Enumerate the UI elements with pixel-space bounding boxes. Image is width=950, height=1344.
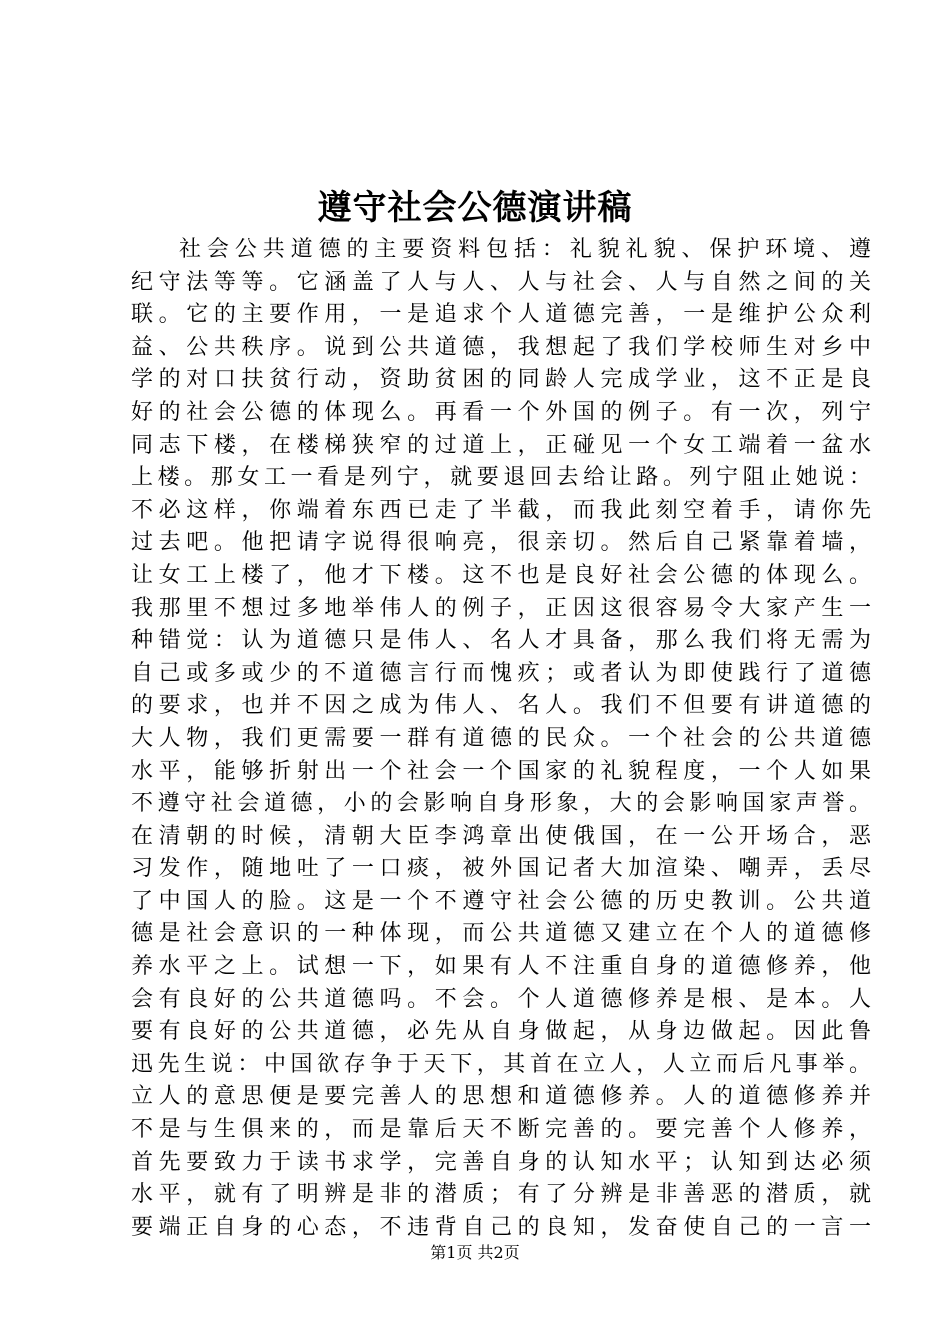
body-line: 在清朝的时候，清朝大臣李鸿章出使俄国，在一公开场合，恶: [131, 823, 871, 849]
document-body: [131, 234, 871, 1244]
body-line: 不必这样，你端着东西已走了半截，而我此刻空着手，请你先: [131, 497, 871, 523]
body-line: 要端正自身的心态，不违背自己的良知，发奋使自己的一言一: [131, 1214, 871, 1240]
body-line: 德是社会意识的一种体现，而公共道德又建立在个人的道德修: [131, 921, 871, 947]
body-line: 水平，就有了明辨是非的潜质；有了分辨是非善恶的潜质，就: [131, 1182, 871, 1208]
body-line: 种错觉：认为道德只是伟人、名人才具备，那么我们将无需为: [131, 628, 871, 654]
document-title: 遵守社会公德演讲稿: [317, 188, 633, 228]
body-line: 会有良好的公共道德吗。不会。个人道德修养是根、是本。人: [131, 986, 871, 1012]
body-line: 联。它的主要作用，一是追求个人道德完善，一是维护公众利: [131, 302, 871, 328]
body-line: 养水平之上。试想一下，如果有人不注重自身的道德修养，他: [131, 954, 871, 980]
body-line: 水平，能够折射出一个社会一个国家的礼貌程度，一个人如果: [131, 758, 871, 784]
body-line: 过去吧。他把请字说得很响亮，很亲切。然后自己紧靠着墙，: [131, 530, 871, 556]
body-line: 益、公共秩序。说到公共道德，我想起了我们学校师生对乡中: [131, 334, 871, 360]
body-line: 首先要致力于读书求学，完善自身的认知水平；认知到达必须: [131, 1149, 871, 1175]
body-line: 要有良好的公共道德，必先从自身做起，从身边做起。因此鲁: [131, 1019, 871, 1045]
body-line: 上楼。那女工一看是列宁，就要退回去给让路。列宁阻止她说：: [131, 465, 871, 491]
body-line: 立人的意思便是要完善人的思想和道德修养。人的道德修养并: [131, 1084, 871, 1110]
body-line: 学的对口扶贫行动，资助贫困的同龄人完成学业，这不正是良: [131, 367, 871, 393]
body-line: 自己或多或少的不道德言行而愧疚；或者认为即使践行了道德: [131, 660, 871, 686]
page-footer: [0, 1241, 950, 1265]
body-line: 大人物，我们更需要一群有道德的民众。一个社会的公共道德: [131, 725, 871, 751]
body-line: 的要求，也并不因之成为伟人、名人。我们不但要有讲道德的: [131, 693, 871, 719]
body-line: 社会公共道德的主要资料包括：礼貌礼貌、保护环境、遵: [179, 237, 871, 262]
body-line: 纪守法等等。它涵盖了人与人、人与社会、人与自然之间的关: [131, 269, 871, 295]
body-line: 迅先生说：中国欲存争于天下，其首在立人，人立而后凡事举。: [131, 1051, 871, 1077]
page-number: 第1页 共2页: [430, 1243, 520, 1262]
body-line: 了中国人的脸。这是一个不遵守社会公德的历史教训。公共道: [131, 888, 871, 914]
body-line: 好的社会公德的体现么。再看一个外国的例子。有一次，列宁: [131, 399, 871, 425]
body-line: 同志下楼，在楼梯狭窄的过道上，正碰见一个女工端着一盆水: [131, 432, 871, 458]
body-line: 我那里不想过多地举伟人的例子，正因这很容易令大家产生一: [131, 595, 871, 621]
body-line: 不是与生俱来的，而是靠后天不断完善的。要完善个人修养，: [131, 1117, 871, 1143]
body-line: 不遵守社会道德，小的会影响自身形象，大的会影响国家声誉。: [131, 791, 871, 817]
body-line: 习发作，随地吐了一口痰，被外国记者大加渲染、嘲弄，丢尽: [131, 856, 871, 882]
body-line: 让女工上楼了，他才下楼。这不也是良好社会公德的体现么。: [131, 562, 871, 588]
